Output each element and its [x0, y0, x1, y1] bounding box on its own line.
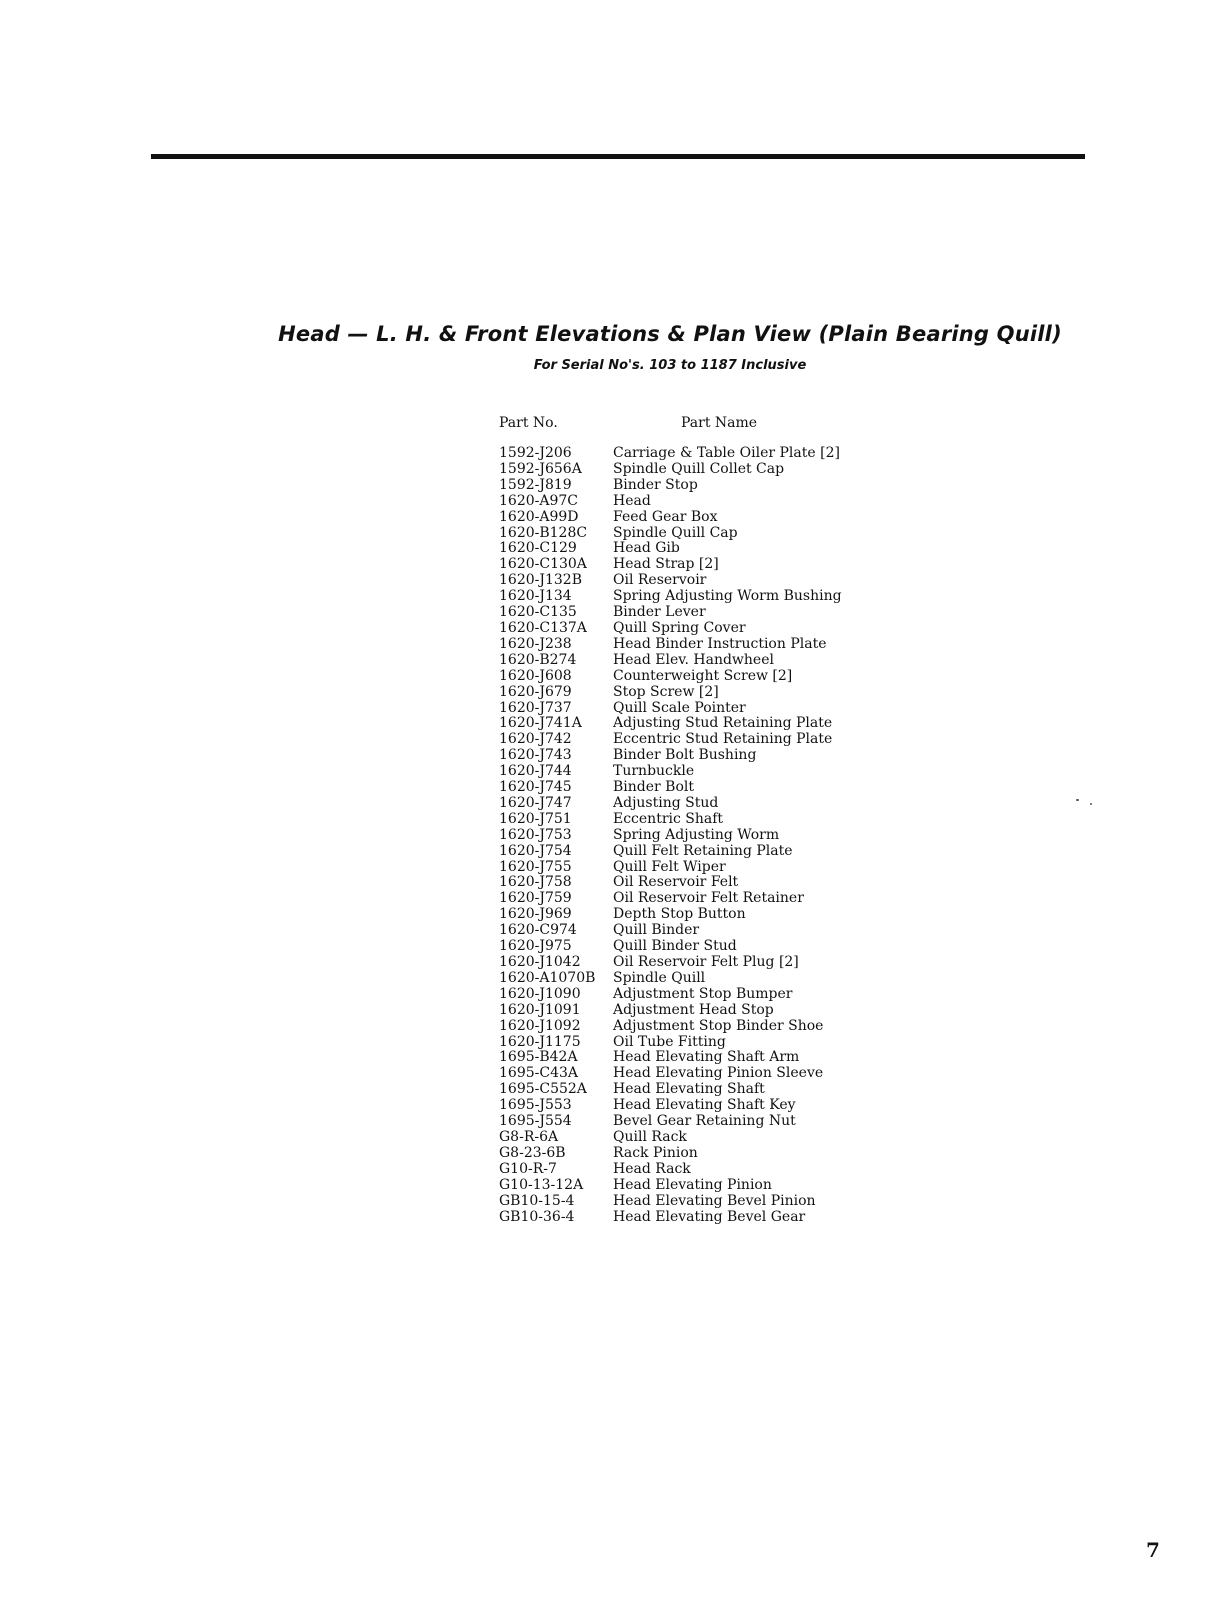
table-row: [499, 780, 842, 796]
part-name-cell: Quill Binder: [613, 922, 700, 939]
part-name-cell: Head Strap [2]: [613, 556, 719, 573]
part-number-cell: 1620-J1091: [499, 1001, 581, 1018]
part-number-cell: 1620-J969: [499, 906, 572, 923]
part-number-cell: 1695-C552A: [499, 1081, 587, 1098]
table-row: [499, 605, 842, 621]
part-name-cell: Head Elev. Handwheel: [613, 651, 774, 668]
part-number-cell: 1620-C130A: [499, 556, 587, 573]
table-row: [499, 732, 842, 748]
table-row: [499, 891, 842, 907]
table-row: [499, 541, 842, 557]
part-name-cell: Spindle Quill Cap: [613, 524, 738, 541]
scan-speck: [1076, 799, 1079, 801]
part-number-cell: G10-13-12A: [499, 1176, 584, 1193]
table-row: [499, 844, 842, 860]
parts-table: [499, 414, 842, 1225]
part-number-cell: 1620-C137A: [499, 619, 587, 636]
part-name-cell: Head Elevating Shaft Key: [613, 1097, 796, 1114]
part-name-cell: Binder Bolt Bushing: [613, 747, 757, 764]
part-name-cell: Head Elevating Bevel Pinion: [613, 1192, 816, 1209]
part-number-cell: 1620-A99D: [499, 508, 579, 525]
table-row: [499, 701, 842, 717]
table-row: [499, 1098, 842, 1114]
part-number-cell: 1620-J759: [499, 890, 572, 907]
table-row: [499, 716, 842, 732]
table-row: [499, 971, 842, 987]
table-row: [499, 446, 842, 462]
top-rule: [151, 154, 1085, 159]
table-row: [499, 1114, 842, 1130]
part-number-cell: 1695-C43A: [499, 1065, 578, 1082]
table-row: [499, 637, 842, 653]
part-name-cell: Head Elevating Pinion Sleeve: [613, 1065, 824, 1082]
part-name-cell: Adjustment Head Stop: [613, 1001, 774, 1018]
part-name-cell: Rack Pinion: [613, 1144, 698, 1161]
part-name-cell: Quill Scale Pointer: [613, 699, 746, 716]
table-row: [499, 828, 842, 844]
part-name-cell: Adjusting Stud: [613, 794, 719, 811]
part-number-cell: 1620-J132B: [499, 572, 582, 589]
part-number-cell: GB10-36-4: [499, 1208, 575, 1225]
part-number-cell: 1620-J755: [499, 858, 572, 875]
table-row: [499, 621, 842, 637]
part-name-cell: Oil Reservoir Felt Retainer: [613, 890, 804, 907]
part-number-cell: 1620-J743: [499, 747, 572, 764]
part-name-cell: Head Elevating Shaft Arm: [613, 1049, 800, 1066]
table-row: [499, 462, 842, 478]
part-number-cell: GB10-15-4: [499, 1192, 575, 1209]
part-name-cell: Head Elevating Shaft: [613, 1081, 765, 1098]
table-row: [499, 653, 842, 669]
part-number-cell: 1620-A1070B: [499, 969, 596, 986]
part-name-cell: Head: [613, 492, 651, 509]
part-number-cell: G8-23-6B: [499, 1144, 566, 1161]
parts-table-body: [499, 446, 842, 1225]
table-row: [499, 1050, 842, 1066]
part-name-cell: Spindle Quill Collet Cap: [613, 460, 785, 477]
part-name-cell: Quill Felt Wiper: [613, 858, 726, 875]
table-row: [499, 1019, 842, 1035]
table-row: [499, 1066, 842, 1082]
table-row: [499, 1146, 842, 1162]
part-name-cell: Eccentric Shaft: [613, 810, 724, 827]
part-name-cell: Feed Gear Box: [613, 508, 718, 525]
part-number-cell: 1620-J741A: [499, 715, 582, 732]
part-name-cell: Adjusting Stud Retaining Plate: [613, 715, 833, 732]
part-name-cell: Stop Screw [2]: [613, 683, 719, 700]
scan-speck: [1090, 803, 1092, 805]
part-number-cell: 1620-J758: [499, 874, 572, 891]
table-row: [499, 1178, 842, 1194]
table-row: [499, 907, 842, 923]
part-number-cell: G8-R-6A: [499, 1128, 559, 1145]
table-row: [499, 1035, 842, 1051]
part-number-cell: 1620-J975: [499, 938, 572, 955]
part-number-cell: 1620-J744: [499, 763, 572, 780]
table-row: [499, 573, 842, 589]
part-name-cell: Adjustment Stop Bumper: [613, 985, 793, 1002]
part-number-cell: 1620-J737: [499, 699, 572, 716]
table-row: [499, 1162, 842, 1178]
part-number-cell: 1620-J134: [499, 588, 572, 605]
table-row: [499, 1082, 842, 1098]
part-number-cell: 1620-J754: [499, 842, 572, 859]
part-number-cell: 1620-B274: [499, 651, 577, 668]
part-number-cell: 1620-J1092: [499, 1017, 581, 1034]
part-name-cell: Head Elevating Pinion: [613, 1176, 772, 1193]
part-name-cell: Quill Binder Stud: [613, 938, 737, 955]
part-name-cell: Oil Reservoir: [613, 572, 707, 589]
part-number-cell: 1620-J747: [499, 794, 572, 811]
table-row: [499, 875, 842, 891]
part-name-cell: Turnbuckle: [613, 763, 695, 780]
part-number-cell: 1620-J753: [499, 826, 572, 843]
table-row: [499, 812, 842, 828]
table-row: [499, 955, 842, 971]
part-name-cell: Binder Bolt: [613, 779, 694, 796]
table-row: [499, 589, 842, 605]
part-number-cell: 1620-C974: [499, 922, 577, 939]
part-number-cell: 1592-J656A: [499, 460, 582, 477]
table-row: [499, 478, 842, 494]
table-row: [499, 1130, 842, 1146]
page-title: Head — L. H. & Front Elevations & Plan View (Plain Bearing Quill): [278, 322, 1062, 346]
part-name-cell: Head Binder Instruction Plate: [613, 635, 827, 652]
part-number-cell: 1592-J819: [499, 476, 572, 493]
page-number: 7: [1146, 1538, 1160, 1562]
part-number-cell: 1620-J751: [499, 810, 572, 827]
part-number-cell: 1620-J238: [499, 635, 572, 652]
table-row: [499, 510, 842, 526]
page-subtitle: For Serial No's. 103 to 1187 Inclusive: [533, 358, 807, 373]
table-row: [499, 557, 842, 573]
part-name-cell: Carriage & Table Oiler Plate [2]: [613, 445, 840, 461]
part-number-cell: 1620-J1042: [499, 954, 581, 970]
part-name-cell: Quill Felt Retaining Plate: [613, 842, 793, 859]
table-row: [499, 860, 842, 876]
table-row: [499, 1194, 842, 1210]
part-name-cell: Spring Adjusting Worm: [613, 826, 780, 843]
part-name-cell: Oil Reservoir Felt Plug [2]: [613, 954, 799, 970]
part-name-cell: Spindle Quill: [613, 969, 706, 986]
part-number-cell: 1620-J745: [499, 779, 572, 796]
table-row: [499, 939, 842, 955]
table-row: [499, 669, 842, 685]
part-number-cell: 1695-B42A: [499, 1049, 578, 1066]
table-row: [499, 796, 842, 812]
part-number-cell: 1620-J742: [499, 731, 572, 748]
part-number-cell: 1695-J554: [499, 1113, 572, 1130]
part-number-cell: 1592-J206: [499, 445, 572, 461]
part-number-cell: 1620-B128C: [499, 524, 588, 541]
part-number-cell: 1620-J679: [499, 683, 572, 700]
part-number-cell: 1620-C135: [499, 604, 577, 621]
part-name-cell: Quill Rack: [613, 1128, 687, 1145]
column-header-part-no: Part No.: [499, 415, 558, 431]
part-name-cell: Spring Adjusting Worm Bushing: [613, 588, 842, 605]
part-number-cell: 1620-A97C: [499, 492, 578, 509]
part-number-cell: 1620-C129: [499, 540, 577, 557]
part-name-cell: Head Gib: [613, 540, 680, 557]
part-name-cell: Oil Tube Fitting: [613, 1033, 726, 1050]
part-number-cell: 1620-J608: [499, 667, 572, 684]
part-name-cell: Counterweight Screw [2]: [613, 667, 793, 684]
table-row: [499, 923, 842, 939]
table-row: [499, 764, 842, 780]
table-row: [499, 685, 842, 701]
table-row: [499, 1210, 842, 1226]
part-number-cell: G10-R-7: [499, 1160, 557, 1177]
part-name-cell: Oil Reservoir Felt: [613, 874, 739, 891]
part-name-cell: Bevel Gear Retaining Nut: [613, 1113, 796, 1130]
part-name-cell: Depth Stop Button: [613, 906, 746, 923]
table-row: [499, 526, 842, 542]
part-name-cell: Head Rack: [613, 1160, 691, 1177]
part-name-cell: Quill Spring Cover: [613, 619, 746, 636]
part-number-cell: 1695-J553: [499, 1097, 572, 1114]
table-header-row: [499, 414, 842, 446]
part-name-cell: Binder Lever: [613, 604, 706, 621]
part-number-cell: 1620-J1175: [499, 1033, 581, 1050]
table-row: [499, 494, 842, 510]
column-header-part-name: Part Name: [681, 415, 758, 431]
table-row: [499, 1003, 842, 1019]
part-name-cell: Head Elevating Bevel Gear: [613, 1208, 806, 1225]
part-name-cell: Eccentric Stud Retaining Plate: [613, 731, 833, 748]
part-number-cell: 1620-J1090: [499, 985, 581, 1002]
table-row: [499, 748, 842, 764]
table-row: [499, 987, 842, 1003]
part-name-cell: Adjustment Stop Binder Shoe: [613, 1017, 824, 1034]
part-name-cell: Binder Stop: [613, 476, 698, 493]
